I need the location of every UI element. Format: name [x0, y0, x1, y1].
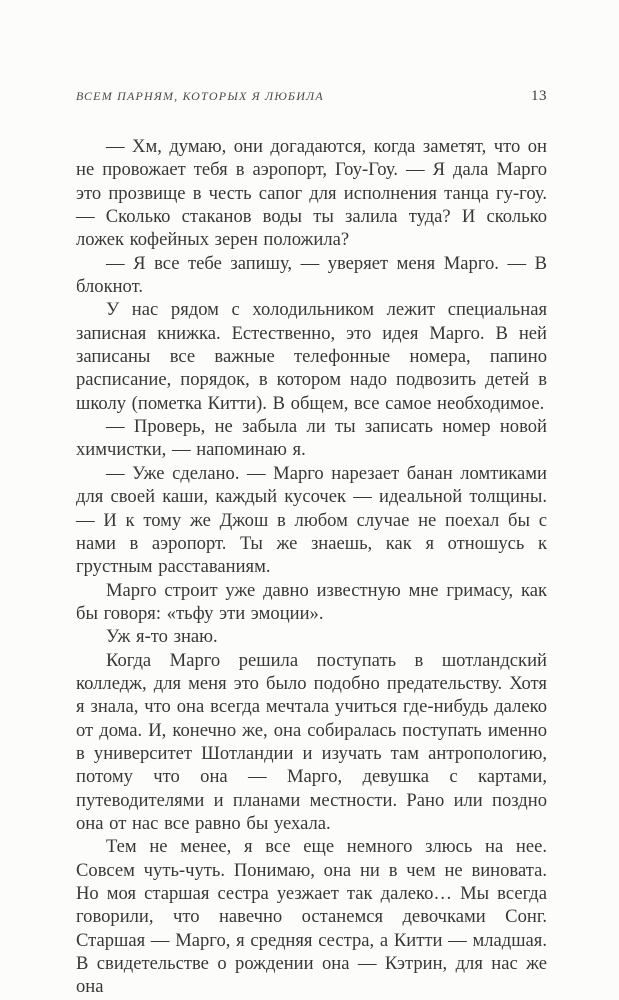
- page-number: 13: [531, 88, 547, 104]
- paragraph: Марго строит уже давно известную мне гримасу, как бы говоря: «тьфу эти эмоции».: [76, 579, 547, 624]
- paragraph: Уж я-то знаю.: [106, 626, 218, 648]
- paragraph: — Уже сделано. — Марго нарезает банан ломтиками для своей каши, каждый кусочек — идеальной толщины. — И к тому же Джош в любом случае не поехал бы с нами в аэропорт. Ты же знаешь, как я отношусь к грустным расставаниям.: [76, 462, 547, 578]
- paragraph: — Проверь, не забыла ли ты записать номер новой химчистки, — напоминаю я.: [76, 416, 547, 461]
- paragraph: — Хм, думаю, они догадаются, когда заметят, что он не провожает тебя в аэропорт, Гоу-Гоу. — Я дала Марго это прозвище в честь сапог для исполнения танца гу-гоу. — Сколько стаканов воды ты залила туда? И сколько ложек кофейных зерен положила?: [76, 136, 547, 251]
- running-header: [76, 88, 547, 105]
- running-header-title: ВСЕМ ПАРНЯМ, КОТОРЫХ Я ЛЮБИЛА: [76, 89, 324, 103]
- body-text: [76, 135, 547, 999]
- paragraph: У нас рядом с холодильником лежит специальная записная книжка. Естественно, это идея Марго. В ней записаны все важные телефонные номера, папино расписание, порядок, в котором надо подвозить детей в школу (пометка Китти). В общем, все самое необходимое.: [76, 299, 547, 414]
- paragraph: Когда Марго решила поступать в шотландский колледж, для меня это было подобно предательству. Хотя я знала, что она всегда мечтала учиться где-нибудь далеко от дома. И, конечно же, она собиралась поступать именно в университет Шотландии и изучать там антропологию, потому что она — Марго, девушка с картами, путеводителями и планами местности. Рано или поздно она от нас все равно бы уехала.: [76, 649, 547, 834]
- paragraph: — Я все тебе запишу, — уверяет меня Марго. — В блокнот.: [76, 252, 547, 298]
- paragraph: Тем не менее, я все еще немного злюсь на нее. Совсем чуть-чуть. Понимаю, она ни в чем не виновата. Но моя старшая сестра уезжает так далеко… Мы всегда говорили, что навечно останемся девочками Сонг. Старшая — Марго, я средняя сестра, а Китти — младшая. В свидетельстве о рождении она — Кэтрин, для нас же она: [76, 836, 547, 998]
